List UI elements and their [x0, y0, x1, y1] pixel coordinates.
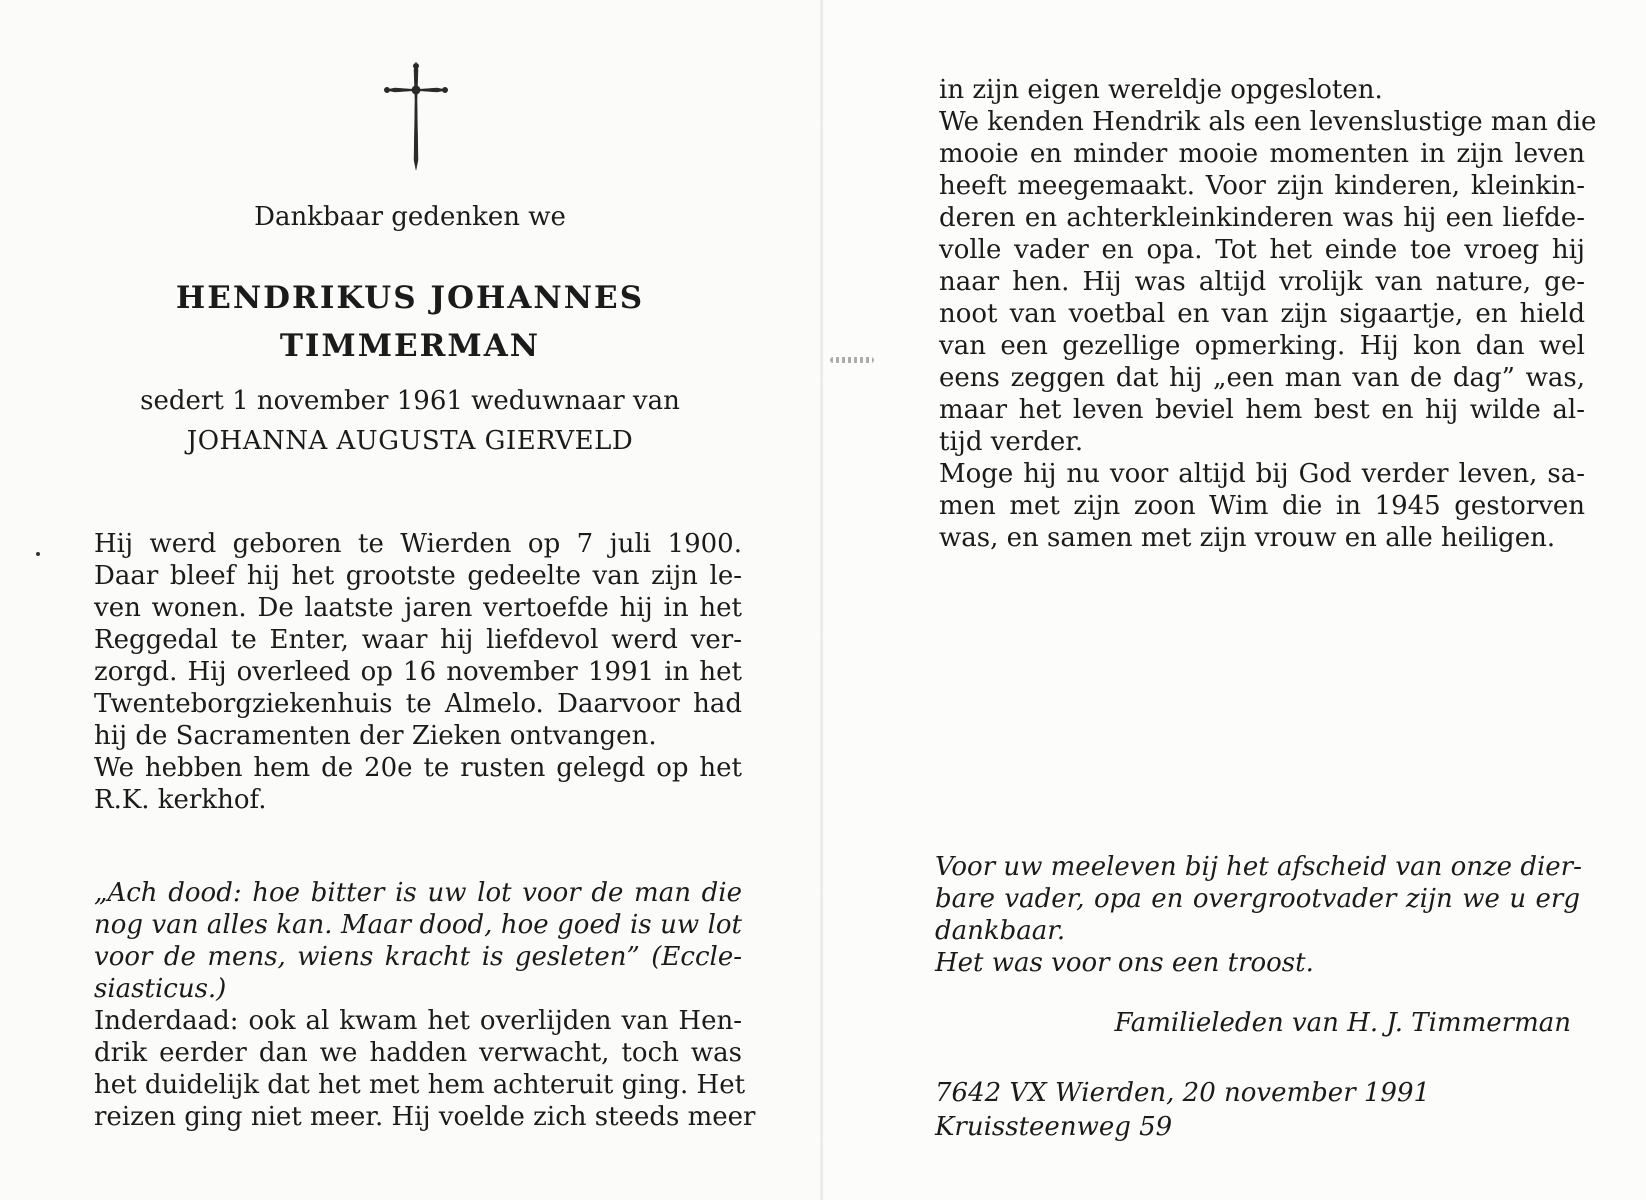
biography-line: ven wonen. De laatste jaren vertoefde hij in het	[94, 593, 742, 623]
quote-line: „Ach dood: hoe bitter is uw lot voor de man die	[94, 878, 742, 908]
quote-line: nog van alles kan. Maar dood, hoe goed is uw lot	[94, 910, 742, 940]
reflection-line: heeft meegemaakt. Voor zijn kinderen, kleinkin-	[939, 171, 1585, 201]
biography-line: R.K. kerkhof.	[94, 785, 267, 815]
biography-line: We hebben hem de 20e te rusten gelegd op het	[94, 753, 742, 783]
reflection-line: mooie en minder mooie momenten in zijn leven	[939, 139, 1585, 169]
thanks-line: Voor uw meeleven bij het afscheid van onze dier-	[935, 852, 1582, 882]
reflection-line: in zijn eigen wereldje opgesloten.	[939, 75, 1383, 105]
reflection-line: drik eerder dan we hadden verwacht, toch was	[94, 1038, 742, 1068]
biography-line: Reggedal te Enter, waar hij liefdevol werd ver-	[94, 625, 742, 655]
family-signature: Familieleden van H. J. Timmerman	[1114, 1008, 1571, 1038]
print-dot	[36, 552, 40, 556]
reflection-line: naar hen. Hij was altijd vrolijk van nature, ge-	[939, 267, 1585, 297]
thanks-paragraph	[935, 851, 1580, 979]
widow-line: sedert 1 november 1961 weduwnaar van	[140, 386, 680, 416]
reflection-line: deren en achterkleinkinderen was hij een liefde-	[939, 203, 1585, 233]
scan-speck	[830, 357, 874, 363]
reflection-line: Moge hij nu voor altijd bij God verder leven, sa-	[939, 459, 1585, 489]
quote-paragraph	[94, 877, 756, 1133]
cross-icon	[383, 60, 449, 172]
reflection-line: tijd verder.	[939, 427, 1084, 457]
reflection-line: noot van voetbal en van zijn sigaartje, en hield	[939, 299, 1585, 329]
thanks-line: bare vader, opa en overgrootvader zijn we u erg	[935, 884, 1580, 914]
spouse-name: JOHANNA AUGUSTA GIERVELD	[186, 426, 634, 456]
deceased-name-first: HENDRIKUS JOHANNES	[175, 280, 645, 316]
intro-line: Dankbaar gedenken we	[254, 202, 566, 232]
reflection-line: We kenden Hendrik als een levenslustige man die	[939, 107, 1597, 137]
biography-line: zorgd. Hij overleed op 16 november 1991 in het	[94, 657, 742, 687]
reflection-line: van een gezellige opmerking. Hij kon dan wel	[939, 331, 1585, 361]
biography-line: Hij werd geboren te Wierden op 7 juli 1900.	[94, 529, 742, 559]
deceased-name-last: TIMMERMAN	[279, 328, 541, 364]
quote-line: siasticus.)	[94, 974, 227, 1004]
biography-paragraph	[94, 528, 742, 816]
reflection-line: het duidelijk dat het met hem achteruit ging. Het	[94, 1070, 746, 1100]
reflection-line: men met zijn zoon Wim die in 1945 gestorven	[939, 491, 1585, 521]
biography-line: Twenteborgziekenhuis te Almelo. Daarvoor had	[94, 689, 742, 719]
reflection-line: was, en samen met zijn vrouw en alle heiligen.	[939, 523, 1556, 553]
quote-line: voor de mens, wiens kracht is gesleten” (Eccle-	[94, 942, 742, 972]
reflection-line: eens zeggen dat hij „een man van de dag” was,	[939, 363, 1585, 393]
thanks-line: Het was voor ons een troost.	[935, 948, 1314, 978]
address-place-date: 7642 VX Wierden, 20 november 1991	[935, 1078, 1431, 1108]
biography-line: hij de Sacramenten der Zieken ontvangen.	[94, 721, 657, 751]
address-block	[935, 1076, 1430, 1144]
reflection-line: volle vader en opa. Tot het einde toe vroeg hij	[939, 235, 1585, 265]
biography-line: Daar bleef hij het grootste gedeelte van zijn le-	[94, 561, 742, 591]
reflection-line: Inderdaad: ook al kwam het overlijden van Hen-	[94, 1006, 742, 1036]
reflection-continued	[939, 74, 1597, 554]
reflection-line: maar het leven beviel hem best en hij wilde al-	[939, 395, 1585, 425]
address-street: Kruissteenweg 59	[935, 1112, 1173, 1142]
reflection-line: reizen ging niet meer. Hij voelde zich steeds meer	[94, 1102, 756, 1132]
thanks-line: dankbaar.	[935, 916, 1066, 946]
